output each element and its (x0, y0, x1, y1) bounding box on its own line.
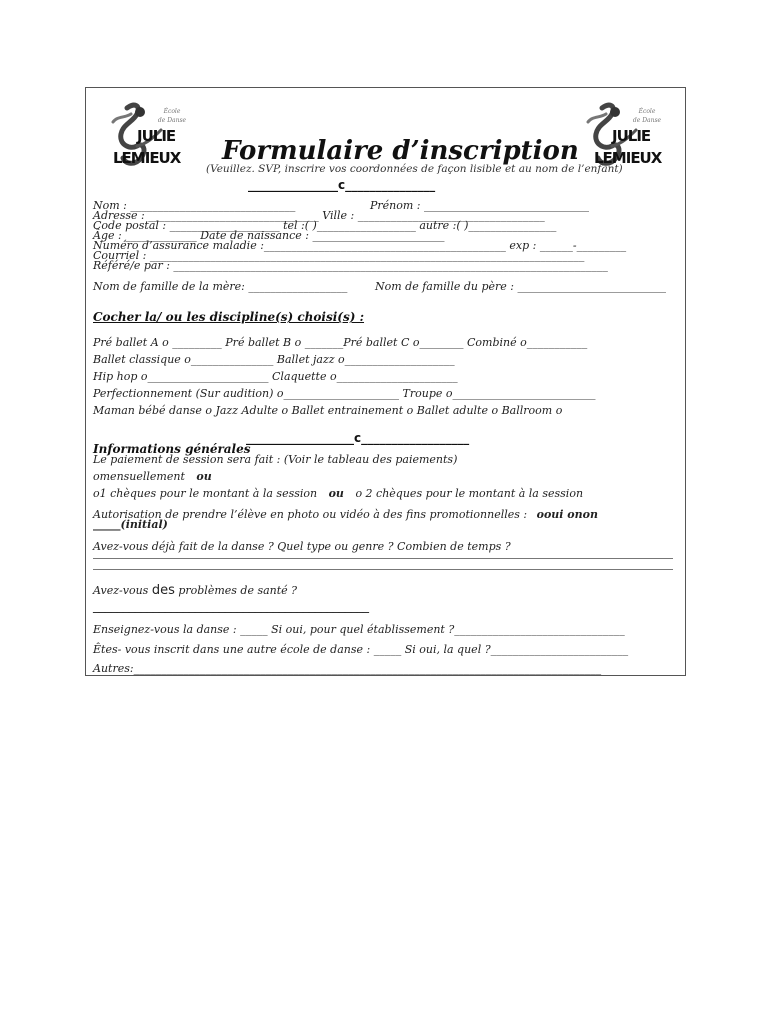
ou-label: ou (196, 470, 212, 483)
autorisation-row (93, 509, 598, 521)
age-field[interactable]: Âge : _____________ Date de naissance : ________________________ (93, 229, 445, 242)
adresse-field[interactable]: Adresse : _______________________________ Ville : __________________________________ (93, 209, 545, 222)
logo-lemieux-text: LEMIEUX (594, 149, 662, 167)
sante-post-text: problèmes de santé ? (178, 584, 298, 597)
danse-question: Avez-vous déjà fait de la danse ? Quel type ou genre ? Combien de temps ? (93, 540, 511, 553)
form-subtitle: (Veuillez. SVP, inscrire vos coordonnées de façon lisible et au nom de l’enfant) (206, 163, 623, 175)
cheque1-option[interactable]: o1 chèques pour le montant à la session (93, 487, 318, 500)
sante-question (93, 585, 297, 597)
answer-line[interactable] (93, 569, 673, 570)
refere-field[interactable]: Référé/e par : _______________________________________________________________________________ (93, 259, 608, 272)
code-postal-field[interactable]: Code postal : ____________________ tel :( )__________________ autre :( )________________ (93, 219, 557, 232)
logo-lemieux-text: LEMIEUX (113, 149, 181, 167)
nom-pere-field[interactable]: Nom de famille du père : ___________________________ (375, 280, 666, 293)
paiement-cheques-options[interactable] (93, 488, 583, 500)
oui-non-options[interactable]: ooui onon (536, 508, 598, 521)
prenom-field[interactable]: Prénom : ______________________________ (370, 199, 590, 212)
sante-des-text: des (151, 583, 175, 598)
school-logo-left (107, 100, 199, 176)
autre-ecole-field[interactable]: Êtes- vous inscrit dans une autre école de danse : _____ Si oui, la quel ?_________________________ (93, 643, 629, 656)
autres-field[interactable]: Autres:_____________________________________________________________________________________ (93, 662, 602, 675)
logo-de-danse-text: de Danse (157, 117, 187, 124)
discipline-row-adultes[interactable]: Maman bébé danse o Jazz Adulte o Ballet entrainement o Ballet adulte o Ballroom o (93, 404, 563, 417)
sante-pre-text: Avez-vous (93, 584, 149, 597)
logo-julie-text: JULIE (612, 127, 651, 145)
logo-ecole-text: École (163, 108, 181, 115)
assurance-maladie-field[interactable]: Numéro d’assurance maladie :____________________________________________ exp : ______-_________ (93, 239, 627, 252)
enseignez-field[interactable]: Enseignez-vous la danse : _____ Si oui, pour quel établissement ?_______________________________ (93, 623, 625, 636)
sante-answer-line[interactable]: ______________________________________________ (93, 599, 369, 613)
disciplines-heading: Cocher la/ ou les discipline(s) choisi(s) : (93, 310, 365, 324)
autorisation-text: Autorisation de prendre l’élève en photo ou vidéo à des fins promotionnelles : (93, 508, 528, 521)
general-separator: __________________c__________________ (246, 431, 470, 445)
general-heading: Informations générales (93, 442, 251, 456)
discipline-row-ballet[interactable]: Ballet classique o_______________ Ballet jazz o____________________ (93, 353, 455, 366)
header-separator: _______________c_______________ (248, 178, 436, 192)
paiement-text: Le paiement de session sera fait : (Voir le tableau des paiements) (93, 453, 458, 466)
cheque2-option[interactable]: o 2 chèques pour le montant à la session (355, 487, 584, 500)
nom-field[interactable]: Nom : ______________________________ (93, 199, 296, 212)
logo-julie-text: JULIE (137, 127, 176, 145)
logo-ecole-text: École (638, 108, 656, 115)
discipline-row-hip-hop[interactable]: Hip hop o______________________ Claquette o______________________ (93, 370, 458, 383)
ou-label: ou (328, 487, 344, 500)
paiement-mensuel-option[interactable] (93, 471, 212, 483)
discipline-row-pre-ballet[interactable]: Pré ballet A o _________ Pré ballet B o _______Pré ballet C o________ Combiné o___________ (93, 336, 588, 349)
courriel-field[interactable]: Courriel : _______________________________________________________________________________ (93, 249, 585, 262)
nom-mere-field[interactable]: Nom de famille de la mère: __________________ (93, 280, 348, 293)
mensuel-label: omensuellement (93, 470, 185, 483)
initial-field[interactable]: _____(initial) (93, 518, 168, 531)
form-title: Formulaire d’inscription (222, 136, 579, 166)
discipline-row-perfectionnement[interactable]: Perfectionnement (Sur audition) o_____________________ Troupe o__________________________ (93, 387, 596, 400)
logo-de-danse-text: de Danse (632, 117, 662, 124)
answer-line[interactable] (93, 558, 673, 559)
